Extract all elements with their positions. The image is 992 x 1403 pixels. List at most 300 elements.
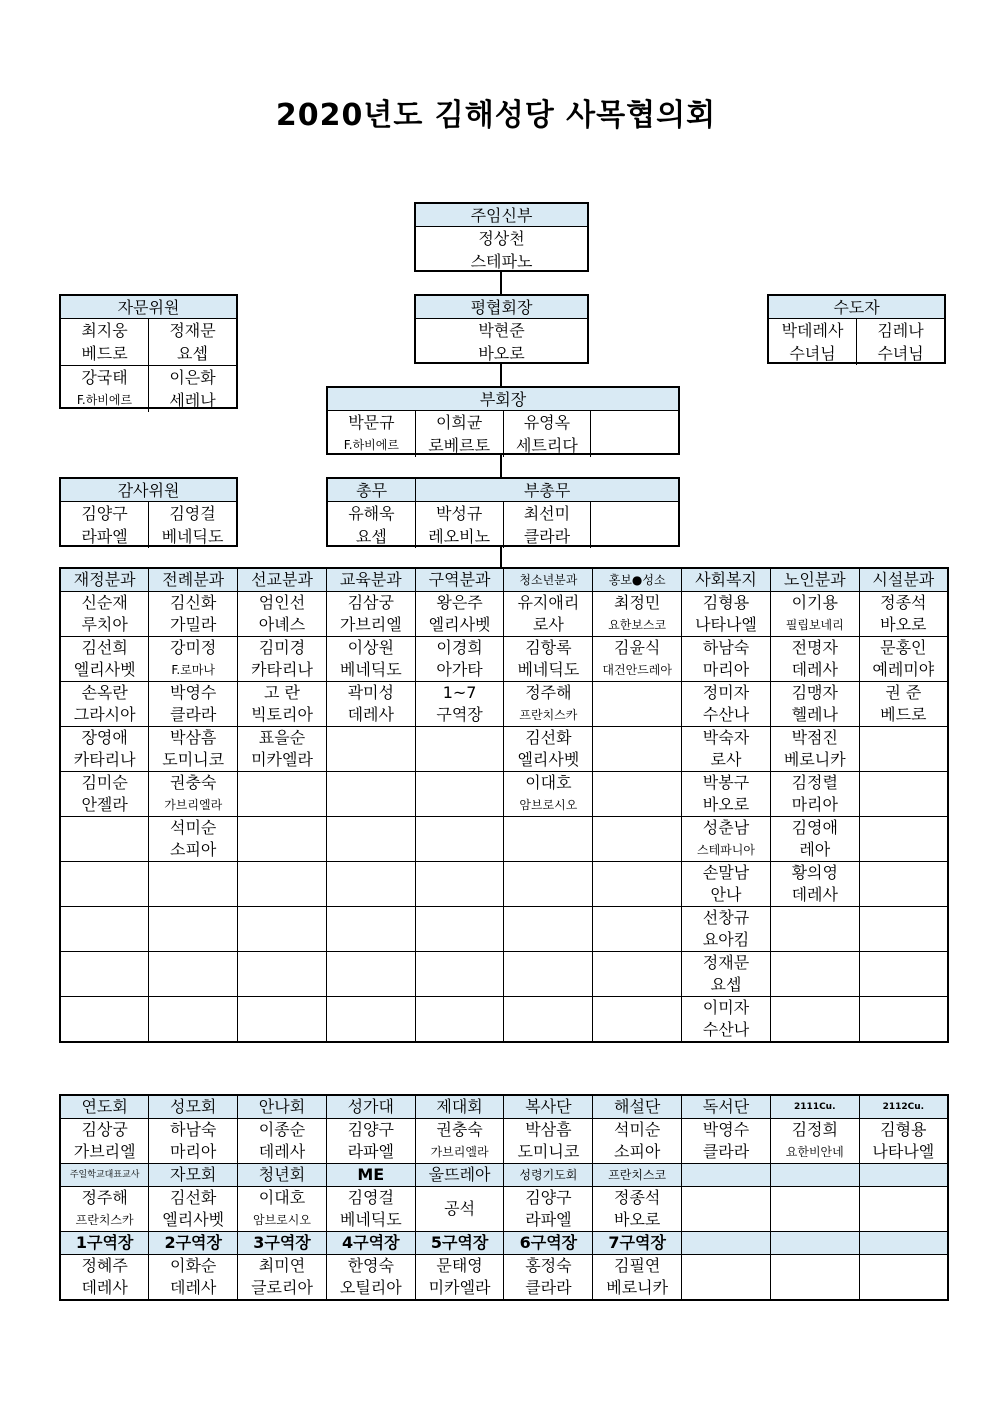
member-name: 장영애 — [81, 728, 128, 747]
committee-cell — [770, 592, 859, 637]
committee-cell — [326, 637, 415, 682]
member-baptismal: 데레사 — [170, 1278, 217, 1297]
vice-name: 박문규 — [348, 413, 395, 432]
advisors-row — [61, 366, 236, 412]
group-cell — [593, 1187, 682, 1232]
group-cell — [326, 1187, 415, 1232]
committee-cell — [859, 862, 948, 907]
pastor-name: 정상천 — [478, 229, 525, 248]
member-baptismal: 레아 — [799, 840, 831, 859]
member-name: 최정민 — [613, 593, 661, 612]
committee-cell — [593, 862, 682, 907]
member-baptismal: 바오로 — [613, 1210, 661, 1229]
member-baptismal: 스테파니아 — [696, 843, 755, 857]
member-name: 김형용 — [702, 593, 750, 612]
member-name: 박점진 — [791, 728, 838, 747]
member-baptismal: 루치아 — [81, 615, 128, 634]
committee-cell — [770, 637, 859, 682]
auditor-baptismal: 베네딕도 — [161, 527, 224, 546]
member-name: 정종석 — [613, 1188, 661, 1207]
group-cell — [770, 1119, 859, 1164]
group-header: 성모회 — [149, 1095, 238, 1119]
group-header: 독서단 — [682, 1095, 771, 1119]
member-baptismal: 가브리엘 — [73, 1142, 136, 1161]
member-name: 김선화 — [525, 728, 572, 747]
member-baptismal: 프란치스카 — [75, 1213, 134, 1227]
committee-cell — [770, 682, 859, 727]
member-name: 이대호 — [525, 773, 572, 792]
group-header — [770, 1164, 859, 1187]
member-name: 전명자 — [791, 638, 838, 657]
group-cell — [770, 1255, 859, 1301]
member-baptismal: 수산나 — [702, 705, 750, 724]
auditor-name: 김양구 — [81, 504, 128, 523]
committee-cell — [770, 997, 859, 1043]
member-baptismal: 안나 — [710, 885, 742, 904]
member-name: 1~7 — [442, 683, 477, 702]
member-baptismal: 예레미야 — [872, 660, 935, 679]
member-name: 김정렬 — [791, 773, 838, 792]
committee-cell — [149, 682, 238, 727]
member-baptismal: 바오로 — [880, 615, 927, 634]
committee-cell — [859, 952, 948, 997]
member-baptismal: 마리아 — [170, 1142, 217, 1161]
group-header: 제대회 — [415, 1095, 504, 1119]
general-name: 유해욱 — [348, 504, 395, 523]
member-baptismal: 요셉 — [710, 975, 742, 994]
member-name: 김양구 — [347, 1120, 394, 1139]
member-baptismal: 바오로 — [702, 795, 750, 814]
committee-cell — [593, 952, 682, 997]
committee-cell — [326, 907, 415, 952]
committee-header: 구역분과 — [415, 568, 504, 592]
committee-cell — [682, 817, 771, 862]
committee-cell — [504, 682, 593, 727]
committee-cell — [859, 637, 948, 682]
group-header: 해설단 — [593, 1095, 682, 1119]
general-header — [328, 479, 678, 502]
group-cell — [593, 1255, 682, 1301]
member-name: 곽미성 — [347, 683, 394, 702]
committee-cell — [149, 952, 238, 997]
member-name: 정미자 — [702, 683, 750, 702]
committee-cell — [238, 997, 327, 1043]
advisor-name: 강국태 — [81, 368, 128, 387]
committee-cell — [682, 772, 771, 817]
committee-cell — [326, 997, 415, 1043]
committee-row — [60, 637, 948, 682]
member-name: 정주해 — [525, 683, 572, 702]
group-cell — [238, 1187, 327, 1232]
committee-cell — [60, 862, 149, 907]
member-baptismal: 헬레나 — [791, 705, 838, 724]
member-name: 석미순 — [613, 1120, 661, 1139]
general-title: 총무 — [328, 479, 416, 502]
member-baptismal: 데레사 — [791, 660, 838, 679]
committee-cell — [859, 592, 948, 637]
member-name: 김양구 — [525, 1188, 572, 1207]
member-name: 손옥란 — [81, 683, 128, 702]
general-baptismal: 레오비노 — [428, 527, 491, 546]
committee-cell — [60, 952, 149, 997]
member-baptismal: 구역장 — [436, 705, 483, 724]
committee-row — [60, 682, 948, 727]
group-cell — [326, 1119, 415, 1164]
member-baptismal: 오틸리아 — [339, 1278, 402, 1297]
committee-cell — [415, 592, 504, 637]
group-header: 3구역장 — [238, 1232, 327, 1255]
committee-row — [60, 772, 948, 817]
member-baptismal: 라파엘 — [347, 1142, 394, 1161]
member-baptismal: 데레사 — [81, 1278, 128, 1297]
member-baptismal: 프란치스카 — [519, 708, 578, 722]
group-cell — [238, 1119, 327, 1164]
member-baptismal: 카타리나 — [73, 750, 136, 769]
member-name: 김미순 — [81, 773, 128, 792]
member-name: 김윤식 — [613, 638, 661, 657]
committee-cell — [60, 592, 149, 637]
committee-cell — [149, 907, 238, 952]
member-name: 이경희 — [436, 638, 483, 657]
member-baptismal: 클라라 — [170, 705, 217, 724]
member-name: 황의영 — [791, 863, 838, 882]
member-baptismal: 글로리아 — [251, 1278, 313, 1297]
committee-cell — [415, 682, 504, 727]
group-cell — [415, 1187, 504, 1232]
vice-name: 이희균 — [435, 413, 483, 432]
committee-header: 교육분과 — [326, 568, 415, 592]
committee-cell — [859, 772, 948, 817]
group-header: ME — [326, 1164, 415, 1187]
member-baptismal: 요한보스코 — [608, 618, 667, 632]
member-baptismal: 수산나 — [702, 1020, 750, 1039]
member-baptismal: 도미니코 — [517, 1142, 580, 1161]
committee-header: 청소년분과 — [504, 568, 593, 592]
committee-cell — [415, 997, 504, 1043]
member-baptismal: 엘리사벳 — [73, 660, 136, 679]
committee-cell — [770, 907, 859, 952]
committee-cell — [415, 907, 504, 952]
committee-header: 선교분과 — [238, 568, 327, 592]
member-name: 성춘남 — [702, 818, 750, 837]
advisor-baptismal: 세레나 — [169, 391, 216, 410]
member-baptismal: 대건안드레아 — [602, 663, 672, 677]
committee-cell — [770, 817, 859, 862]
member-name: 정종석 — [880, 593, 927, 612]
vice-name: 유영옥 — [523, 413, 571, 432]
member-baptismal: 소피아 — [170, 840, 217, 859]
religious-baptismal: 수녀님 — [789, 344, 836, 363]
committee-cell — [326, 592, 415, 637]
member-baptismal: 미카엘라 — [428, 1278, 491, 1297]
committee-row — [60, 952, 948, 997]
member-baptismal: 도미니코 — [162, 750, 225, 769]
committee-cell — [504, 637, 593, 682]
chair-baptismal: 바오로 — [478, 344, 525, 363]
auditors-box — [59, 477, 238, 547]
committee-cell — [593, 772, 682, 817]
committee-cell — [326, 682, 415, 727]
group-cell — [859, 1187, 948, 1232]
group-header: 5구역장 — [415, 1232, 504, 1255]
committee-cell — [770, 772, 859, 817]
member-baptismal: 아녜스 — [258, 615, 306, 634]
committee-cell — [149, 727, 238, 772]
group-cell — [149, 1187, 238, 1232]
group-member-row — [60, 1255, 948, 1301]
group-header: 연도회 — [60, 1095, 149, 1119]
religious-title: 수도자 — [769, 296, 944, 319]
group-header — [770, 1232, 859, 1255]
committee-cell — [504, 997, 593, 1043]
vice-baptismal: 로베르토 — [428, 436, 491, 455]
committee-cell — [682, 637, 771, 682]
group-cell — [415, 1119, 504, 1164]
member-baptismal: 엘리사벳 — [517, 750, 580, 769]
member-baptismal: 베로니카 — [783, 750, 846, 769]
member-name: 김정희 — [791, 1120, 838, 1139]
group-cell — [504, 1187, 593, 1232]
committee-cell — [593, 817, 682, 862]
committee-cell — [149, 817, 238, 862]
member-baptismal: 그라시아 — [73, 705, 136, 724]
group-header: 4구역장 — [326, 1232, 415, 1255]
group-header: 주일학교대표교사 — [60, 1164, 149, 1187]
group-header: 자모회 — [149, 1164, 238, 1187]
member-baptismal: 마리아 — [791, 795, 838, 814]
member-name: 신순재 — [81, 593, 128, 612]
member-name: 김신화 — [170, 593, 217, 612]
pastor-box — [414, 202, 589, 272]
advisor-name: 이은화 — [169, 368, 216, 387]
member-name: 김미경 — [258, 638, 306, 657]
member-baptismal: 요아킴 — [702, 930, 750, 949]
general-baptismal: 클라라 — [523, 527, 571, 546]
member-baptismal: 아가타 — [436, 660, 483, 679]
committee-cell — [326, 817, 415, 862]
committee-cell — [238, 907, 327, 952]
member-baptismal: 로사 — [532, 615, 564, 634]
group-cell — [859, 1255, 948, 1301]
member-baptismal: 라파엘 — [525, 1210, 572, 1229]
member-name: 김항록 — [525, 638, 572, 657]
member-baptismal: F.로마나 — [171, 663, 215, 677]
advisors-row — [61, 319, 236, 366]
committee-header: 재정분과 — [60, 568, 149, 592]
committee-cell — [415, 817, 504, 862]
member-baptismal: 나타나엘 — [872, 1142, 935, 1161]
committee-row — [60, 862, 948, 907]
member-baptismal: 가밀라 — [170, 615, 217, 634]
committee-cell — [504, 862, 593, 907]
member-name: 김선화 — [170, 1188, 217, 1207]
member-name: 박영수 — [170, 683, 217, 702]
committee-cell — [60, 997, 149, 1043]
group-header: 안나회 — [238, 1095, 327, 1119]
committee-cell — [60, 817, 149, 862]
committee-cell — [238, 952, 327, 997]
member-baptismal: 마리아 — [702, 660, 750, 679]
religious-name: 박데레사 — [781, 321, 844, 340]
pastor-title: 주임신부 — [416, 204, 587, 227]
member-name: 홍정숙 — [525, 1256, 572, 1275]
member-baptismal: 로사 — [710, 750, 742, 769]
group-header: 7구역장 — [593, 1232, 682, 1255]
vice-row — [328, 411, 678, 457]
group-header: 6구역장 — [504, 1232, 593, 1255]
member-baptismal: 가브리엘 — [339, 615, 402, 634]
group-header: 2112Cu. — [859, 1095, 948, 1119]
member-baptismal: 베로니카 — [606, 1278, 669, 1297]
member-name: 김영애 — [791, 818, 838, 837]
member-name: 권충숙 — [170, 773, 217, 792]
connector-line — [500, 362, 502, 387]
committee-cell — [593, 727, 682, 772]
group-header — [859, 1164, 948, 1187]
advisors-box — [59, 294, 238, 409]
member-baptismal: 베네딕도 — [339, 660, 402, 679]
member-baptismal: 데레사 — [258, 1142, 306, 1161]
member-name: 이기용 — [791, 593, 838, 612]
group-cell — [593, 1119, 682, 1164]
member-baptismal: 나타나엘 — [695, 615, 757, 634]
group-header-row — [60, 1095, 948, 1119]
member-baptismal: 미카엘라 — [251, 750, 313, 769]
group-header: 1구역장 — [60, 1232, 149, 1255]
group-cell — [504, 1255, 593, 1301]
group-header: 성가대 — [326, 1095, 415, 1119]
religious-box — [767, 294, 946, 364]
member-name: 문태영 — [436, 1256, 483, 1275]
committee-cell — [682, 862, 771, 907]
committee-cell — [415, 952, 504, 997]
member-name: 권충숙 — [436, 1120, 483, 1139]
committee-header: 홍보●성소 — [593, 568, 682, 592]
general-box — [326, 477, 680, 547]
member-baptismal: 클라라 — [702, 1142, 750, 1161]
member-name: 박삼흠 — [170, 728, 217, 747]
committee-cell — [593, 592, 682, 637]
committee-cell — [682, 952, 771, 997]
member-baptismal: 빅토리아 — [251, 705, 313, 724]
member-baptismal: 가브리엘라 — [430, 1145, 489, 1159]
committee-cell — [238, 862, 327, 907]
member-baptismal: 엘리사벳 — [162, 1210, 225, 1229]
committee-cell — [593, 682, 682, 727]
committee-cell — [859, 907, 948, 952]
committee-cell — [593, 637, 682, 682]
member-name: 하남숙 — [170, 1120, 217, 1139]
religious-row — [769, 319, 944, 365]
committee-cell — [60, 907, 149, 952]
committee-cell — [504, 817, 593, 862]
group-cell — [770, 1187, 859, 1232]
member-name: 박숙자 — [702, 728, 750, 747]
committee-cell — [326, 727, 415, 772]
member-name: 문홍인 — [880, 638, 927, 657]
member-baptismal: 베네딕도 — [339, 1210, 402, 1229]
member-name: 김삼궁 — [347, 593, 394, 612]
auditors-title: 감사위원 — [61, 479, 236, 502]
committee-cell — [770, 727, 859, 772]
member-baptismal: 데레사 — [347, 705, 394, 724]
committee-row — [60, 997, 948, 1043]
committee-cell — [149, 592, 238, 637]
committee-header: 사회복지 — [682, 568, 771, 592]
committee-cell — [859, 682, 948, 727]
committee-cell — [415, 772, 504, 817]
member-baptismal: 클라라 — [525, 1278, 572, 1297]
member-name: 공석 — [444, 1199, 476, 1218]
member-name: 박삼흠 — [525, 1120, 572, 1139]
group-cell — [859, 1119, 948, 1164]
group-member-row — [60, 1119, 948, 1164]
committee-cell — [682, 997, 771, 1043]
member-name: 이대호 — [258, 1188, 306, 1207]
member-baptismal: 암브로시오 — [253, 1213, 311, 1227]
group-cell — [682, 1119, 771, 1164]
group-header-row — [60, 1232, 948, 1255]
member-name: 김선희 — [81, 638, 128, 657]
advisors-title: 자문위원 — [61, 296, 236, 319]
committees-table — [59, 567, 949, 1043]
member-baptismal: 소피아 — [613, 1142, 661, 1161]
vice-title: 부회장 — [328, 388, 678, 411]
committee-cell — [60, 727, 149, 772]
member-name: 선창규 — [702, 908, 750, 927]
committee-cell — [770, 952, 859, 997]
group-cell — [149, 1255, 238, 1301]
member-name: 최미연 — [258, 1256, 306, 1275]
member-name: 이상원 — [347, 638, 394, 657]
group-header — [682, 1232, 771, 1255]
committee-cell — [238, 817, 327, 862]
committee-cell — [682, 727, 771, 772]
committee-cell — [593, 997, 682, 1043]
pastor-baptismal: 스테파노 — [470, 252, 533, 271]
group-cell — [60, 1255, 149, 1301]
group-cell — [60, 1119, 149, 1164]
member-name: 이화순 — [170, 1256, 217, 1275]
committee-cell — [593, 907, 682, 952]
group-cell — [149, 1119, 238, 1164]
auditors-row — [61, 502, 236, 548]
group-header: 울뜨레아 — [415, 1164, 504, 1187]
committee-cell — [149, 772, 238, 817]
committee-cell — [149, 637, 238, 682]
group-header: 복사단 — [504, 1095, 593, 1119]
group-cell — [504, 1119, 593, 1164]
religious-baptismal: 수녀님 — [877, 344, 924, 363]
chair-box — [414, 294, 589, 364]
member-name: 손말남 — [702, 863, 750, 882]
committee-row — [60, 907, 948, 952]
group-header — [859, 1232, 948, 1255]
vice-box — [326, 386, 680, 455]
member-name: 엄인선 — [258, 593, 306, 612]
member-name: 박영수 — [702, 1120, 750, 1139]
group-cell — [682, 1187, 771, 1232]
member-baptismal: 필립보네리 — [785, 618, 844, 632]
committee-cell — [770, 862, 859, 907]
committee-cell — [504, 907, 593, 952]
connector-line — [500, 270, 502, 295]
committee-row — [60, 727, 948, 772]
committee-row — [60, 817, 948, 862]
committee-cell — [415, 862, 504, 907]
committee-cell — [504, 952, 593, 997]
member-name: 강미정 — [170, 638, 217, 657]
